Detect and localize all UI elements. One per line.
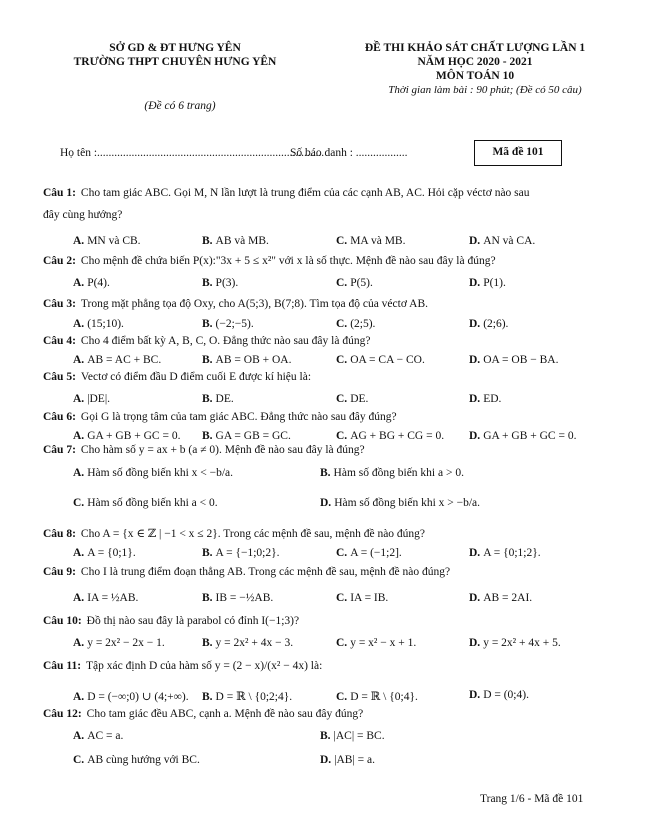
time-note: Thời gian làm bài : 90 phút; (Đề có 50 câu) <box>388 84 582 96</box>
option-text: MN và CB. <box>87 235 141 247</box>
option-a[interactable] <box>73 637 165 649</box>
option-a[interactable] <box>73 689 189 703</box>
option-c[interactable] <box>336 235 405 247</box>
page-count-note: (Đề có 6 trang) <box>144 100 216 112</box>
question-label: Câu 3: <box>43 298 76 310</box>
option-b[interactable] <box>202 277 238 289</box>
exam-code-box <box>474 140 562 166</box>
option-text: GA = GB = GC. <box>215 430 291 442</box>
question-label: Câu 1: <box>43 187 76 199</box>
option-a[interactable] <box>73 318 124 330</box>
option-d[interactable] <box>469 354 558 366</box>
question-6 <box>43 411 397 423</box>
option-letter: B. <box>202 691 213 703</box>
question-7 <box>43 444 365 456</box>
question-label: Câu 6: <box>43 411 76 423</box>
option-text: ED. <box>483 393 502 405</box>
option-c[interactable] <box>336 318 375 330</box>
option-letter: B. <box>320 730 331 742</box>
option-letter: C. <box>336 592 348 604</box>
option-d[interactable] <box>469 393 501 405</box>
option-text: (2;5). <box>350 318 376 330</box>
question-text: Cho mệnh đề chứa biến P(x):"3x + 5 ≤ x²" với x là số thực. Mệnh đề nào sau đây là đúng? <box>80 255 496 267</box>
option-letter: A. <box>73 430 85 442</box>
option-text: AB = AC + BC. <box>87 354 162 366</box>
option-a[interactable] <box>73 354 161 366</box>
name-field: Họ tên :............................................................................... <box>60 147 325 159</box>
option-b[interactable] <box>202 592 273 604</box>
option-text: DE. <box>215 393 234 405</box>
option-c[interactable] <box>73 497 218 509</box>
question-4 <box>43 335 370 347</box>
option-d[interactable] <box>469 592 532 604</box>
option-d[interactable] <box>469 277 506 289</box>
option-letter: D. <box>469 637 481 649</box>
option-letter: C. <box>336 691 348 703</box>
option-text: A = {0;1}. <box>87 547 136 559</box>
page-footer: Trang 1/6 - Mã đề 101 <box>480 793 584 805</box>
option-text: AB và MB. <box>215 235 269 247</box>
option-letter: C. <box>336 318 348 330</box>
question-text: Trong mặt phẳng tọa độ Oxy, cho A(5;3), B(7;8). Tìm tọa độ của véctơ AB. <box>80 298 429 310</box>
option-letter: A. <box>73 354 85 366</box>
option-a[interactable] <box>73 467 233 479</box>
option-d[interactable] <box>469 235 535 247</box>
question-2 <box>43 255 496 267</box>
option-b[interactable] <box>320 730 385 742</box>
option-letter: A. <box>73 467 85 479</box>
option-d[interactable] <box>469 637 561 649</box>
option-text: y = 2x² + 4x − 3. <box>215 637 294 649</box>
option-text: A = {−1;0;2}. <box>215 547 280 559</box>
option-b[interactable] <box>202 547 280 559</box>
option-text: IB = −½AB. <box>215 592 274 604</box>
id-field: Số báo danh : .................. <box>290 147 408 159</box>
option-text: GA + GB + GC = 0. <box>87 430 181 442</box>
question-text: Cho tam giác ABC. Gọi M, N lần lượt là trung điểm của các cạnh AB, AC. Hỏi cặp véctơ nào sau <box>80 187 530 199</box>
question-3 <box>43 298 428 310</box>
option-text: AN và CA. <box>483 235 536 247</box>
option-letter: A. <box>73 730 85 742</box>
school-department: SỞ GD & ĐT HƯNG YÊN <box>109 42 241 54</box>
option-text: (15;10). <box>87 318 124 330</box>
question-11 <box>43 660 322 672</box>
option-letter: D. <box>469 235 481 247</box>
option-text: y = x² − x + 1. <box>350 637 417 649</box>
option-a[interactable] <box>73 730 123 742</box>
option-d[interactable] <box>320 754 375 766</box>
option-a[interactable] <box>73 547 136 559</box>
option-text: Hàm số đồng biến khi x > −b/a. <box>334 497 481 509</box>
option-letter: D. <box>469 592 481 604</box>
option-letter: B. <box>202 318 213 330</box>
subject: MÔN TOÁN 10 <box>435 70 515 82</box>
option-text: y = 2x² + 4x + 5. <box>483 637 561 649</box>
question-label: Câu 4: <box>43 335 76 347</box>
question-12 <box>43 708 363 720</box>
option-text: D = ℝ \ {0;2;4}. <box>215 691 293 703</box>
option-text: (2;6). <box>483 318 509 330</box>
option-c[interactable] <box>336 547 402 559</box>
option-c[interactable] <box>336 689 418 703</box>
option-b[interactable] <box>202 637 293 649</box>
question-label: Câu 12: <box>43 708 82 720</box>
option-c[interactable] <box>336 592 388 604</box>
school-name: TRƯỜNG THPT CHUYÊN HƯNG YÊN <box>73 56 277 68</box>
option-letter: A. <box>73 277 85 289</box>
option-text: GA + GB + GC = 0. <box>483 430 577 442</box>
question-label: Câu 2: <box>43 255 76 267</box>
option-letter: B. <box>202 354 213 366</box>
option-text: AG + BG + CG = 0. <box>350 430 445 442</box>
option-text: P(3). <box>215 277 239 289</box>
option-letter: B. <box>202 235 213 247</box>
option-text: (−2;−5). <box>215 318 254 330</box>
school-year: NĂM HỌC 2020 - 2021 <box>417 56 533 68</box>
option-letter: A. <box>73 592 85 604</box>
question-text: Gọi G là trọng tâm của tam giác ABC. Đẳng thức nào sau đây đúng? <box>80 411 397 423</box>
option-text: P(4). <box>87 277 110 289</box>
option-b[interactable] <box>202 430 291 442</box>
question-label: Câu 8: <box>43 528 76 540</box>
question-5 <box>43 371 311 383</box>
option-text: |AC| = BC. <box>333 730 385 742</box>
option-text: D = (−∞;0) ∪ (4;+∞). <box>87 691 189 703</box>
question-label: Câu 7: <box>43 444 76 456</box>
option-letter: B. <box>202 430 213 442</box>
option-letter: B. <box>202 592 213 604</box>
question-label: Câu 5: <box>43 371 76 383</box>
option-letter: B. <box>202 277 213 289</box>
option-letter: A. <box>73 637 85 649</box>
option-text: P(5). <box>350 277 373 289</box>
option-letter: C. <box>336 354 348 366</box>
option-c[interactable] <box>73 754 200 766</box>
option-text: |AB| = a. <box>334 754 375 766</box>
question-8 <box>43 526 425 540</box>
option-letter: D. <box>469 689 481 701</box>
option-b[interactable] <box>202 318 254 330</box>
option-text: AB = 2AI. <box>483 592 533 604</box>
option-letter: D. <box>320 497 332 509</box>
question-label: Câu 11: <box>43 660 82 672</box>
option-text: IA = ½AB. <box>87 592 139 604</box>
option-letter: D. <box>469 393 481 405</box>
option-letter: B. <box>202 393 213 405</box>
question-text: Tập xác định D của hàm số y = (2 − x)/(x² − 4x) là: <box>86 660 323 672</box>
option-letter: A. <box>73 393 85 405</box>
question-text: Đồ thị nào sau đây là parabol có đỉnh I(−1;3)? <box>86 615 300 627</box>
option-text: AC = a. <box>87 730 124 742</box>
question-1 <box>43 187 530 199</box>
option-letter: D. <box>469 430 481 442</box>
option-letter: A. <box>73 318 85 330</box>
option-letter: C. <box>336 547 348 559</box>
option-d[interactable] <box>469 430 576 442</box>
option-text: D = ℝ \ {0;4}. <box>350 691 418 703</box>
option-b[interactable] <box>202 689 292 703</box>
option-text: OA = OB − BA. <box>483 354 559 366</box>
option-letter: C. <box>336 277 348 289</box>
question-text: Cho A = {x ∈ ℤ | −1 < x ≤ 2}. Trong các mệnh đề sau, mệnh đề nào đúng? <box>80 528 426 540</box>
option-letter: C. <box>73 754 85 766</box>
option-text: y = 2x² − 2x − 1. <box>87 637 165 649</box>
option-c[interactable] <box>336 430 444 442</box>
option-a[interactable] <box>73 592 138 604</box>
option-letter: D. <box>469 547 481 559</box>
option-letter: B. <box>202 637 213 649</box>
option-c[interactable] <box>336 637 416 649</box>
exam-code: Mã đề 101 <box>492 146 544 158</box>
option-text: |DE|. <box>87 393 110 405</box>
question-text: Cho 4 điểm bất kỳ A, B, C, O. Đẳng thức nào sau đây là đúng? <box>80 335 371 347</box>
question-text-continued: đây cùng hướng? <box>43 209 123 221</box>
option-letter: A. <box>73 547 85 559</box>
question-10 <box>43 615 299 627</box>
option-letter: A. <box>73 235 85 247</box>
option-text: P(1). <box>483 277 506 289</box>
option-letter: D. <box>469 354 481 366</box>
option-c[interactable] <box>336 354 425 366</box>
option-b[interactable] <box>202 393 234 405</box>
option-letter: D. <box>320 754 332 766</box>
option-letter: B. <box>320 467 331 479</box>
option-text: Hàm số đồng biến khi a < 0. <box>87 497 218 509</box>
question-label: Câu 10: <box>43 615 82 627</box>
option-b[interactable] <box>320 467 464 479</box>
exam-title: ĐỀ THI KHẢO SÁT CHẤT LƯỢNG LẦN 1 <box>364 42 586 54</box>
option-text: A = (−1;2]. <box>350 547 402 559</box>
option-text: D = (0;4). <box>483 689 529 701</box>
option-d[interactable] <box>469 318 508 330</box>
question-text: Vectơ có điểm đầu D điểm cuối E được kí hiệu là: <box>80 371 312 383</box>
option-c[interactable] <box>336 277 373 289</box>
option-a[interactable] <box>73 277 110 289</box>
question-9 <box>43 566 450 578</box>
question-label: Câu 9: <box>43 566 76 578</box>
option-text: OA = CA − CO. <box>350 354 425 366</box>
option-a[interactable] <box>73 235 141 247</box>
option-letter: C. <box>336 637 348 649</box>
option-letter: C. <box>336 430 348 442</box>
option-d[interactable] <box>320 497 480 509</box>
option-letter: C. <box>336 393 348 405</box>
option-text: Hàm số đồng biến khi a > 0. <box>333 467 464 479</box>
question-text: Cho tam giác đều ABC, cạnh a. Mệnh đề nào sau đây đúng? <box>86 708 364 720</box>
option-letter: C. <box>73 497 85 509</box>
option-d[interactable] <box>469 547 541 559</box>
option-d[interactable] <box>469 689 529 701</box>
option-letter: C. <box>336 235 348 247</box>
option-letter: D. <box>469 277 481 289</box>
question-text: Cho I là trung điểm đoạn thẳng AB. Trong các mệnh đề sau, mệnh đề nào đúng? <box>80 566 451 578</box>
option-text: Hàm số đồng biến khi x < −b/a. <box>87 467 234 479</box>
option-c[interactable] <box>336 393 368 405</box>
option-letter: A. <box>73 691 85 703</box>
option-text: A = {0;1;2}. <box>483 547 541 559</box>
option-letter: B. <box>202 547 213 559</box>
option-text: MA và MB. <box>350 235 406 247</box>
option-a[interactable] <box>73 393 110 405</box>
option-b[interactable] <box>202 354 291 366</box>
option-a[interactable] <box>73 430 180 442</box>
option-b[interactable] <box>202 235 269 247</box>
option-text: AB cùng hướng với BC. <box>87 754 200 766</box>
option-text: IA = IB. <box>350 592 389 604</box>
option-text: AB = OB + OA. <box>215 354 292 366</box>
option-letter: D. <box>469 318 481 330</box>
question-text: Cho hàm số y = ax + b (a ≠ 0). Mệnh đề nào sau đây là đúng? <box>80 444 365 456</box>
option-text: DE. <box>350 393 369 405</box>
